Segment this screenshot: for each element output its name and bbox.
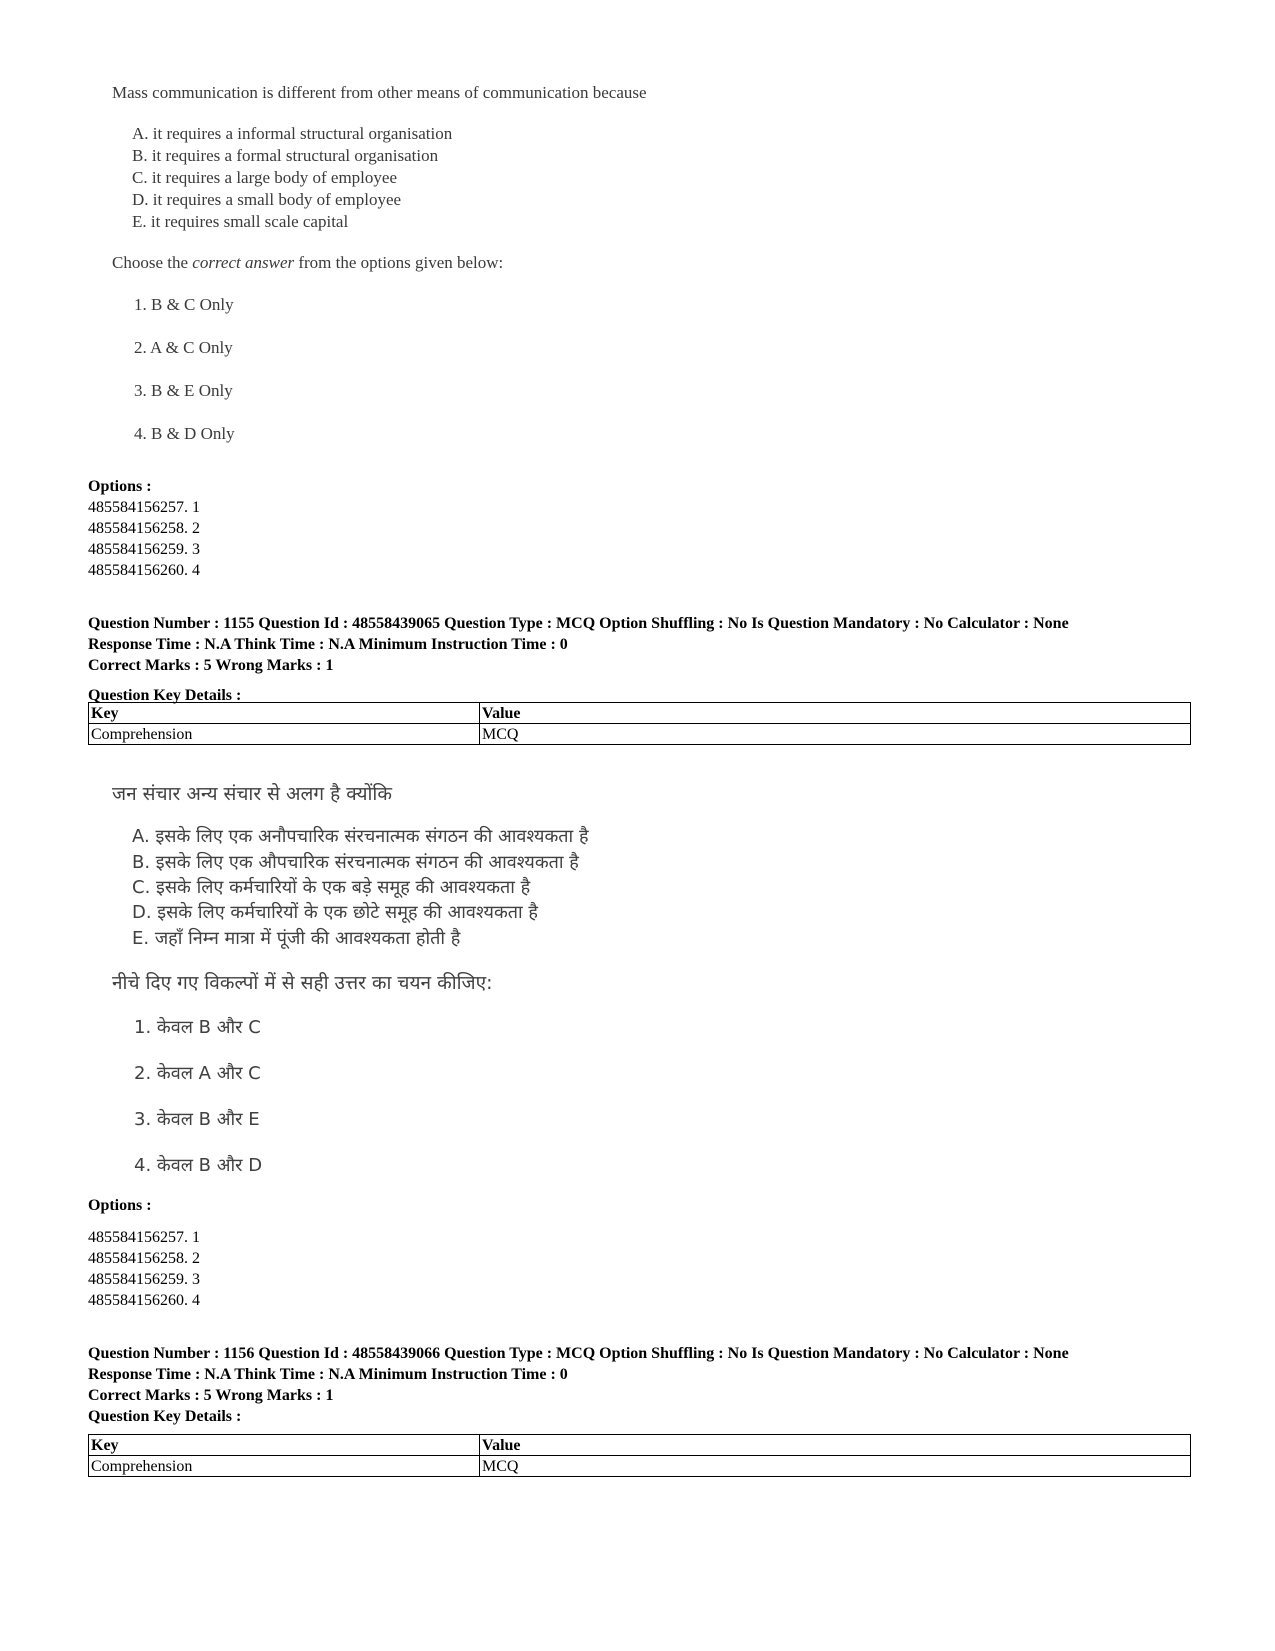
- table-cell-key: Comprehension: [89, 724, 480, 745]
- question-stem: Mass communication is different from other means of communication because: [112, 83, 647, 102]
- question-stem: जन संचार अन्य संचार से अलग है क्योंकि: [112, 783, 392, 805]
- question-meta-line1: Question Number : 1155 Question Id : 48558439065 Question Type : MCQ Option Shuffling : No Is Question Mandatory : No Calculator : None: [88, 615, 1069, 632]
- instruction-suffix: from the options given below:: [294, 253, 504, 272]
- table-cell-key: Comprehension: [89, 1456, 480, 1477]
- question-meta-line2: Response Time : N.A Think Time : N.A Minimum Instruction Time : 0: [88, 636, 568, 653]
- statement-b: B. it requires a formal structural organisation: [132, 146, 439, 165]
- statement-a: A. इसके लिए एक अनौपचारिक संरचनात्मक संगठन की आवश्यकता है: [132, 826, 589, 847]
- choice-2: 2. A & C Only: [134, 338, 233, 357]
- table-header-key: Key: [89, 1435, 480, 1456]
- choice-3: 3. केवल B और E: [134, 1109, 260, 1130]
- table-header-row: [89, 1435, 1191, 1456]
- choice-3: 3. B & E Only: [134, 381, 233, 400]
- instruction-prefix: Choose the: [112, 253, 193, 272]
- option-row: 485584156259. 3: [88, 541, 200, 558]
- option-row: 485584156260. 4: [88, 1292, 200, 1309]
- statement-e: E. it requires small scale capital: [132, 212, 349, 231]
- statement-a: A. it requires a informal structural organisation: [132, 124, 453, 143]
- instruction-italic: correct answer: [192, 253, 295, 272]
- table-row: [89, 724, 1191, 745]
- choice-2: 2. केवल A और C: [134, 1063, 261, 1084]
- choice-4: 4. केवल B और D: [134, 1155, 263, 1176]
- question-instruction: नीचे दिए गए विकल्पों में से सही उत्तर का चयन कीजिए:: [112, 972, 493, 994]
- option-row: 485584156260. 4: [88, 562, 200, 579]
- key-details-table: [88, 702, 1191, 745]
- table-header-row: [89, 703, 1191, 724]
- table-cell-value: MCQ: [480, 1456, 1191, 1477]
- statement-d: D. it requires a small body of employee: [132, 190, 402, 209]
- key-details-label: Question Key Details :: [88, 687, 242, 704]
- option-row: 485584156257. 1: [88, 1229, 200, 1246]
- question-meta-line2: Response Time : N.A Think Time : N.A Minimum Instruction Time : 0: [88, 1366, 568, 1383]
- table-row: [89, 1456, 1191, 1477]
- option-row: 485584156257. 1: [88, 499, 200, 516]
- statement-d: D. इसके लिए कर्मचारियों के एक छोटे समूह की आवश्यकता है: [132, 902, 538, 923]
- option-row: 485584156258. 2: [88, 520, 200, 537]
- choice-1: 1. केवल B और C: [134, 1017, 261, 1038]
- statement-b: B. इसके लिए एक औपचारिक संरचनात्मक संगठन की आवश्यकता है: [132, 852, 579, 873]
- option-row: 485584156259. 3: [88, 1271, 200, 1288]
- question-instruction: [112, 253, 503, 273]
- table-header-key: Key: [89, 703, 480, 724]
- statement-e: E. जहाँ निम्न मात्रा में पूंजी की आवश्यकता होती है: [132, 928, 461, 949]
- table-header-value: Value: [480, 703, 1191, 724]
- question-meta-line1: Question Number : 1156 Question Id : 48558439066 Question Type : MCQ Option Shuffling : No Is Question Mandatory : No Calculator : None: [88, 1345, 1069, 1362]
- options-label: Options :: [88, 478, 152, 495]
- question-meta-line3: Correct Marks : 5 Wrong Marks : 1: [88, 1387, 334, 1404]
- choice-1: 1. B & C Only: [134, 295, 234, 314]
- options-label: Options :: [88, 1197, 152, 1214]
- statement-c: C. इसके लिए कर्मचारियों के एक बड़े समूह की आवश्यकता है: [132, 877, 531, 898]
- table-header-value: Value: [480, 1435, 1191, 1456]
- question-meta-line3: Correct Marks : 5 Wrong Marks : 1: [88, 657, 334, 674]
- key-details-table: [88, 1434, 1191, 1477]
- statement-c: C. it requires a large body of employee: [132, 168, 397, 187]
- table-cell-value: MCQ: [480, 724, 1191, 745]
- choice-4: 4. B & D Only: [134, 424, 235, 443]
- option-row: 485584156258. 2: [88, 1250, 200, 1267]
- key-details-label: Question Key Details :: [88, 1408, 242, 1425]
